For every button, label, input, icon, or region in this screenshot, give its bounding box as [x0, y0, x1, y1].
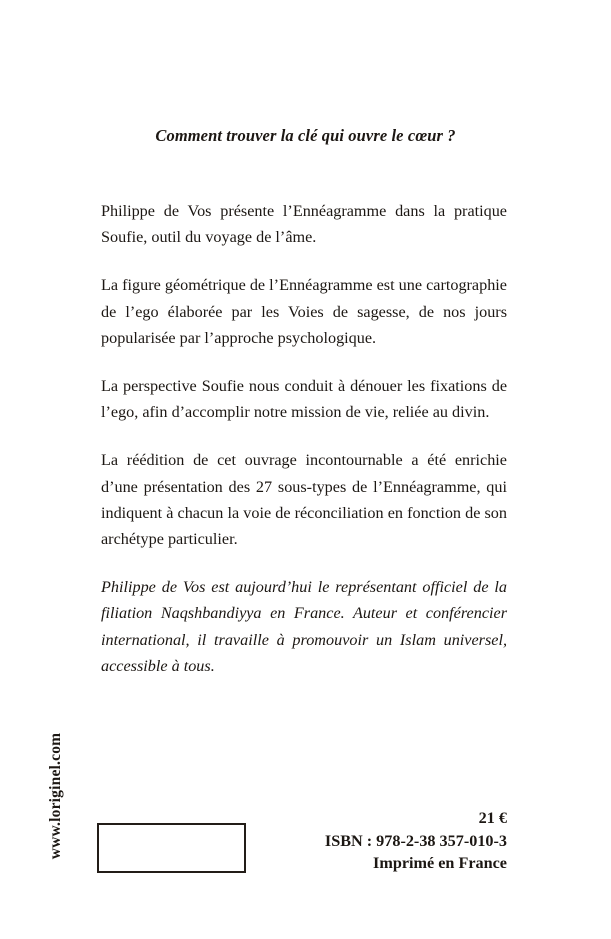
cover-heading: Comment trouver la clé qui ouvre le cœur ?: [155, 126, 456, 145]
isbn-line: ISBN : 978-2-38 357-010-3: [324, 831, 507, 850]
paragraph-geometry: La figure géométrique de l’Ennéagramme est une cartographie de l’ego élaborée par les Voies de sagesse, de nos jours popularisée par l’approche psychologique.: [101, 276, 507, 347]
paragraph-author-bio: Philippe de Vos est aujourd’hui le représentant officiel de la filiation Naqshbandiyya en France. Auteur et conférencier international, il travaille à promouvoir un Islam universel, accessible à tous.: [101, 578, 507, 675]
printed-in-line: Imprimé en France: [373, 854, 507, 872]
publisher-website-vertical[interactable]: www.loriginel.com: [47, 732, 64, 860]
paragraph-reedition: La réédition de cet ouvrage incontournable a été enrichie d’une présentation des 27 sous-types de l’Ennéagramme, qui indiquent à chacun la voie de réconciliation en fonction de son archétype particulier.: [101, 451, 507, 549]
paragraph-intro: Philippe de Vos présente l’Ennéagramme dans la pratique Soufie, outil du voyage de l’âme.: [101, 202, 507, 247]
barcode-placeholder: [97, 823, 246, 873]
colophon-block: [325, 807, 507, 875]
price-line: 21 €: [478, 809, 507, 827]
paragraph-perspective: La perspective Soufie nous conduit à dénouer les fixations de l’ego, afin d’accomplir notre mission de vie, reliée au divin.: [101, 377, 507, 422]
blurb-text-block: [101, 198, 507, 679]
